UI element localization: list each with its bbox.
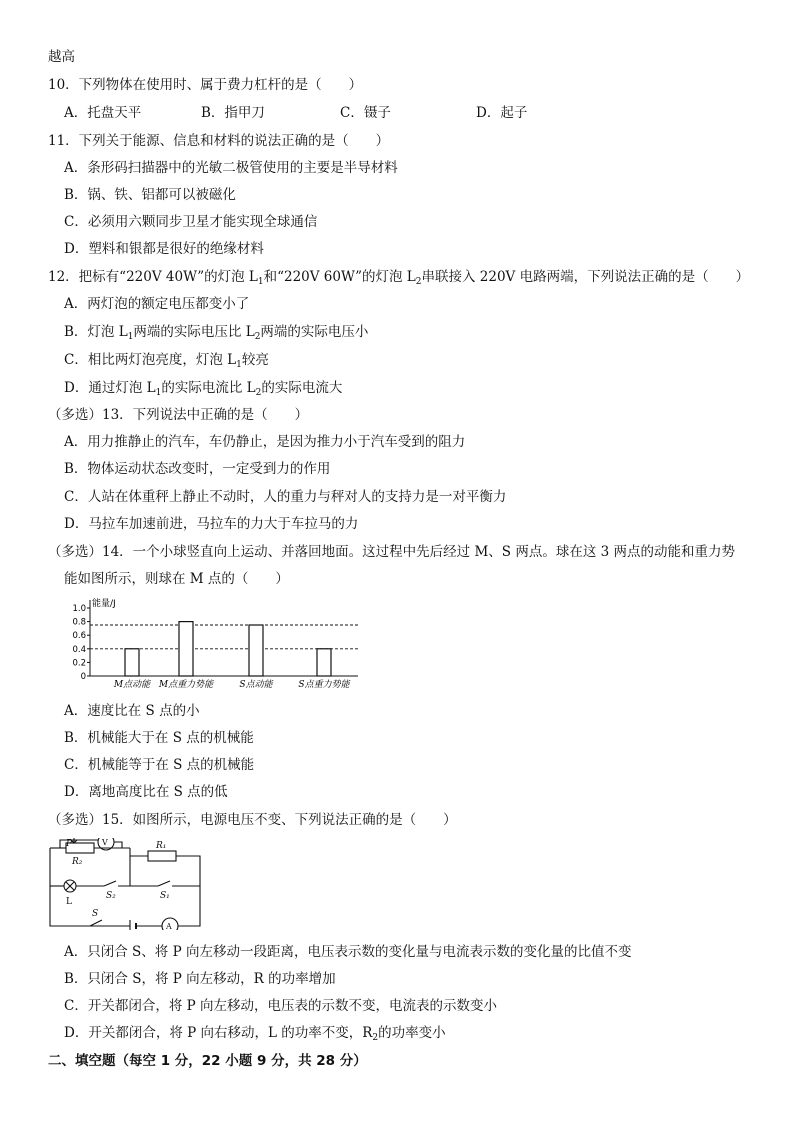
y-axis-label: 能量/J: [92, 599, 116, 609]
category-label: S点重力势能: [298, 680, 350, 690]
category-label: M点重力势能: [158, 680, 214, 690]
q11-option-a: A．条形码扫描器中的光敏二极管使用的主要是半导材料: [64, 160, 398, 176]
q11-option-b: B．锅、铁、铝都可以被磁化: [64, 187, 236, 203]
q12-option-c: C．相比两灯泡亮度，灯泡 $L_1$较亮: [64, 352, 269, 370]
q11-option-d: D．塑料和银都是很好的绝缘材料: [64, 241, 264, 257]
q12-option-a: A．两灯泡的额定电压都变小了: [64, 296, 250, 312]
q10-stem: 10．下列物体在使用时、属于费力杠杆的是（ ）: [48, 77, 363, 93]
label-p: P: [66, 839, 73, 849]
q13-option-c: C．人站在体重秤上静止不动时，人的重力与秤对人的支持力是一对平衡力: [64, 489, 507, 505]
chart-axes: [72, 597, 358, 682]
q11-stem: 11．下列关于能源、信息和材料的说法正确的是（ ）: [48, 133, 390, 149]
q10-option-b: B．指甲刀: [201, 105, 265, 121]
resistor-r1: [148, 851, 176, 861]
bar: [125, 649, 139, 676]
bar: [317, 649, 331, 676]
q10-option-d: D．起子: [476, 105, 528, 121]
label-r1: R₁: [156, 841, 167, 851]
chart-marks: [113, 622, 351, 690]
q10-option-a: A．托盘天平: [64, 105, 142, 121]
y-tick-label: 0.4: [72, 644, 86, 655]
label-s1: S₁: [160, 891, 170, 901]
section-2-title: 二、填空题（每空 1 分，22 小题 9 分，共 28 分）: [48, 1053, 367, 1069]
y-tick-label: 0.6: [72, 631, 86, 642]
q15-option-c: C．开关都闭合，将 P 向左移动，电压表的示数不变，电流表的示数变小: [64, 998, 497, 1014]
label-v: V: [102, 838, 108, 847]
switch-s2: [104, 881, 116, 886]
wire-right: [176, 856, 200, 926]
q15-option-a: A．只闭合 S、将 P 向左移动一段距离，电压表示数的变化量与电流表示数的变化量的比值不变: [64, 944, 632, 960]
label-l: L: [66, 897, 72, 907]
q10-option-c: C．镊子: [340, 105, 391, 121]
bar: [179, 622, 193, 676]
q14-option-d: D．离地高度比在 S 点的低: [64, 784, 228, 800]
switch-s: [90, 920, 102, 926]
q13-option-a: A．用力推静止的汽车，车仍静止，是因为推力小于汽车受到的阻力: [64, 434, 466, 450]
category-label: S点动能: [239, 680, 273, 690]
q12-option-b: B．灯泡 $L_1$两端的实际电压比 $L_2$两端的实际电压小: [64, 324, 369, 342]
q13-option-b: B．物体运动状态改变时，一定受到力的作用: [64, 461, 331, 477]
circuit-diagram: [46, 838, 206, 930]
q12-stem: 12．把标有“220V 40W”的灯泡 $L_1$和“220V 60W”的灯泡 $L_2$串联接入 220V 电路两端，下列说法正确的是（ ）: [48, 269, 750, 287]
q14-stem-line2: 能如图所示，则球在 M 点的（ ）: [64, 571, 289, 587]
q15-option-b: B．只闭合 S，将 P 向左移动，R 的功率增加: [64, 971, 336, 987]
y-tick-label: 0: [80, 672, 86, 682]
wire-left-bottom: [50, 848, 130, 926]
label-s2: S₂: [106, 891, 116, 901]
energy-bar-chart: [62, 596, 362, 696]
bar: [249, 625, 263, 676]
wire-to-r1: [130, 848, 148, 856]
q14-option-a: A．速度比在 S 点的小: [64, 703, 200, 719]
y-tick-label: 1.0: [72, 604, 86, 614]
y-tick-label: 0.8: [72, 617, 86, 628]
q15-stem: （多选）15．如图所示，电源电压不变、下列说法正确的是（ ）: [48, 812, 457, 828]
label-s: S: [92, 909, 99, 919]
y-tick-label: 0.2: [72, 658, 86, 669]
q14-option-c: C．机械能等于在 S 点的机械能: [64, 757, 255, 773]
q14-option-b: B．机械能大于在 S 点的机械能: [64, 730, 254, 746]
switch-s1-blade: [158, 881, 170, 886]
category-label: M点动能: [113, 680, 151, 690]
voltmeter-wire-right: [114, 842, 122, 848]
q14-stem-line1: （多选）14．一个小球竖直向上运动、并落回地面。这过程中先后经过 M、S 两点。球在这 3 两点的动能和重力势: [48, 544, 736, 560]
q11-option-c: C．必须用六颗同步卫星才能实现全球通信: [64, 214, 318, 230]
label-a: A: [166, 922, 172, 930]
label-r2: R₂: [72, 857, 83, 867]
q13-option-d: D．马拉车加速前进，马拉车的力大于车拉马的力: [64, 516, 359, 532]
q13-stem: （多选）13．下列说法中正确的是（ ）: [48, 407, 309, 423]
continued-text: 越高: [48, 49, 75, 65]
q15-option-d: D．开关都闭合，将 P 向右移动，L 的功率不变，$R_2$的功率变小: [64, 1025, 446, 1043]
q12-option-d: D．通过灯泡 $L_1$的实际电流比 $L_2$的实际电流大: [64, 380, 343, 398]
